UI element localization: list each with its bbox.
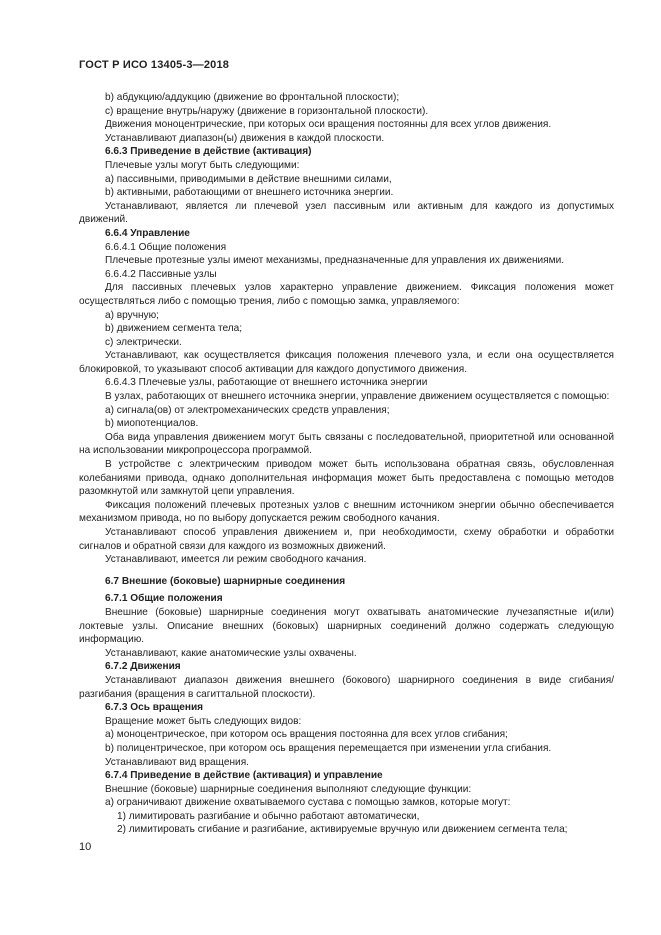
list-item: 2) лимитировать сгибание и разгибание, активируемые вручную или движением сегмента тела;	[117, 824, 568, 836]
list-item: a) сигнала(ов) от электромеханических средств управления;	[105, 404, 390, 416]
paragraph: Устанавливают, имеется ли режим свободного качания.	[105, 554, 367, 566]
paragraph: Устанавливают, является ли плечевой узел пассивным или активным для каждого из допустимых движений.	[79, 200, 614, 226]
paragraph: Внешние (боковые) шарнирные соединения выполняют следующие функции:	[105, 783, 472, 795]
paragraph: Движения моноцентрические, при которых оси вращения постоянны для всех углов движения.	[105, 119, 552, 131]
paragraph: Устанавливают диапазон(ы) движения в каждой плоскости.	[105, 132, 385, 144]
subsection-heading: 6.6.4.1 Общие положения	[105, 241, 227, 253]
list-item: a) моноцентрическое, при котором ось вращения постоянна для всех углов сгибания;	[105, 729, 508, 741]
section-heading: 6.7.3 Ось вращения	[105, 702, 204, 714]
paragraph: В устройстве с электрическим приводом может быть использована обратная связь, обусловленная колебаниями привода, однако дополнительная информация может быть предоставлена с помощью методов разомкнутой или замкнутой цепи управления.	[79, 459, 614, 498]
section-heading: 6.7.2 Движения	[105, 661, 181, 673]
paragraph: Вращение может быть следующих видов:	[105, 715, 302, 727]
paragraph: Плечевые протезные узлы имеют механизмы, предназначенные для управления их движениями.	[105, 255, 565, 267]
section-heading: 6.6.4 Управление	[105, 227, 190, 239]
paragraph: Внешние (боковые) шарнирные соединения могут охватывать анатомические лучезапястные и(или) локтевые узлы. Описание внешних (боковых) шарнирных соединений должно содержать следующую информацию.	[79, 606, 614, 646]
list-item: a) пассивными, приводимыми в действие внешними силами,	[105, 173, 392, 185]
document-body	[79, 91, 614, 837]
subsection-heading: 6.6.4.2 Пассивные узлы	[105, 268, 217, 280]
paragraph: Устанавливают диапазон движения внешнего (бокового) шарнирного соединения в виде сгибания/разгибания (вращения в сагиттальной плоскости).	[79, 674, 614, 700]
list-item: c) электрически.	[105, 336, 182, 348]
section-heading: 6.7.4 Приведение в действие (активация) и управление	[105, 770, 383, 782]
paragraph: Устанавливают вид вращения.	[105, 756, 249, 768]
document-header: ГОСТ Р ИСО 13405-3—2018	[79, 59, 230, 71]
section-heading: 6.7 Внешние (боковые) шарнирные соединения	[105, 575, 346, 587]
paragraph: Для пассивных плечевых узлов характерно управление движением. Фиксация положения может осуществляться либо с помощью трения, либо с помощью замка, управляемого:	[79, 282, 614, 307]
list-item: b) активными, работающими от внешнего источника энергии.	[105, 187, 394, 199]
subsection-heading: 6.6.4.3 Плечевые узлы, работающие от внешнего источника энергии	[105, 377, 428, 389]
section-heading: 6.7.1 Общие положения	[105, 593, 223, 605]
list-item: a) вручную;	[105, 309, 159, 321]
paragraph: В узлах, работающих от внешнего источника энергии, управление движением осуществляется с помощью:	[105, 391, 610, 403]
section-heading: 6.6.3 Приведение в действие (активация)	[105, 146, 312, 158]
list-item: 1) лимитировать разгибание и обычно работают автоматически,	[117, 810, 420, 822]
list-item: b) движением сегмента тела;	[105, 323, 243, 335]
paragraph: Устанавливают, какие анатомические узлы охвачены.	[105, 647, 357, 659]
list-item: b) полицентрическое, при котором ось вращения перемещается при изменении угла сгибания.	[105, 742, 552, 754]
paragraph: Плечевые узлы могут быть следующими:	[105, 159, 300, 171]
paragraph: Устанавливают, как осуществляется фиксация положения плечевого узла, и если она осуществляется блокировкой, то указывают способ активации для каждого допустимого движения.	[79, 350, 614, 375]
list-item: c) вращение внутрь/наружу (движение в горизонтальной плоскости).	[105, 105, 429, 117]
paragraph: Оба вида управления движением могут быть связаны с последовательной, приоритетной или основанной на использовании микропроцессора программой.	[79, 431, 614, 457]
list-item: a) ограничивают движение охватываемого сустава с помощью замков, которые могут:	[105, 797, 511, 809]
paragraph: Фиксация положений плечевых протезных узлов с внешним источником энергии обычно обеспечивается механизмом привода, но по выбору допускается режим свободного качания.	[79, 499, 614, 525]
list-item: b) абдукцию/аддукцию (движение во фронтальной плоскости);	[105, 92, 400, 103]
page-number: 10	[79, 841, 92, 853]
paragraph: Устанавливают способ управления движением и, при необходимости, схему обработки и обработки сигналов и обратной связи для каждого из возможных движений.	[79, 527, 614, 552]
list-item: b) миопотенциалов.	[105, 418, 199, 430]
